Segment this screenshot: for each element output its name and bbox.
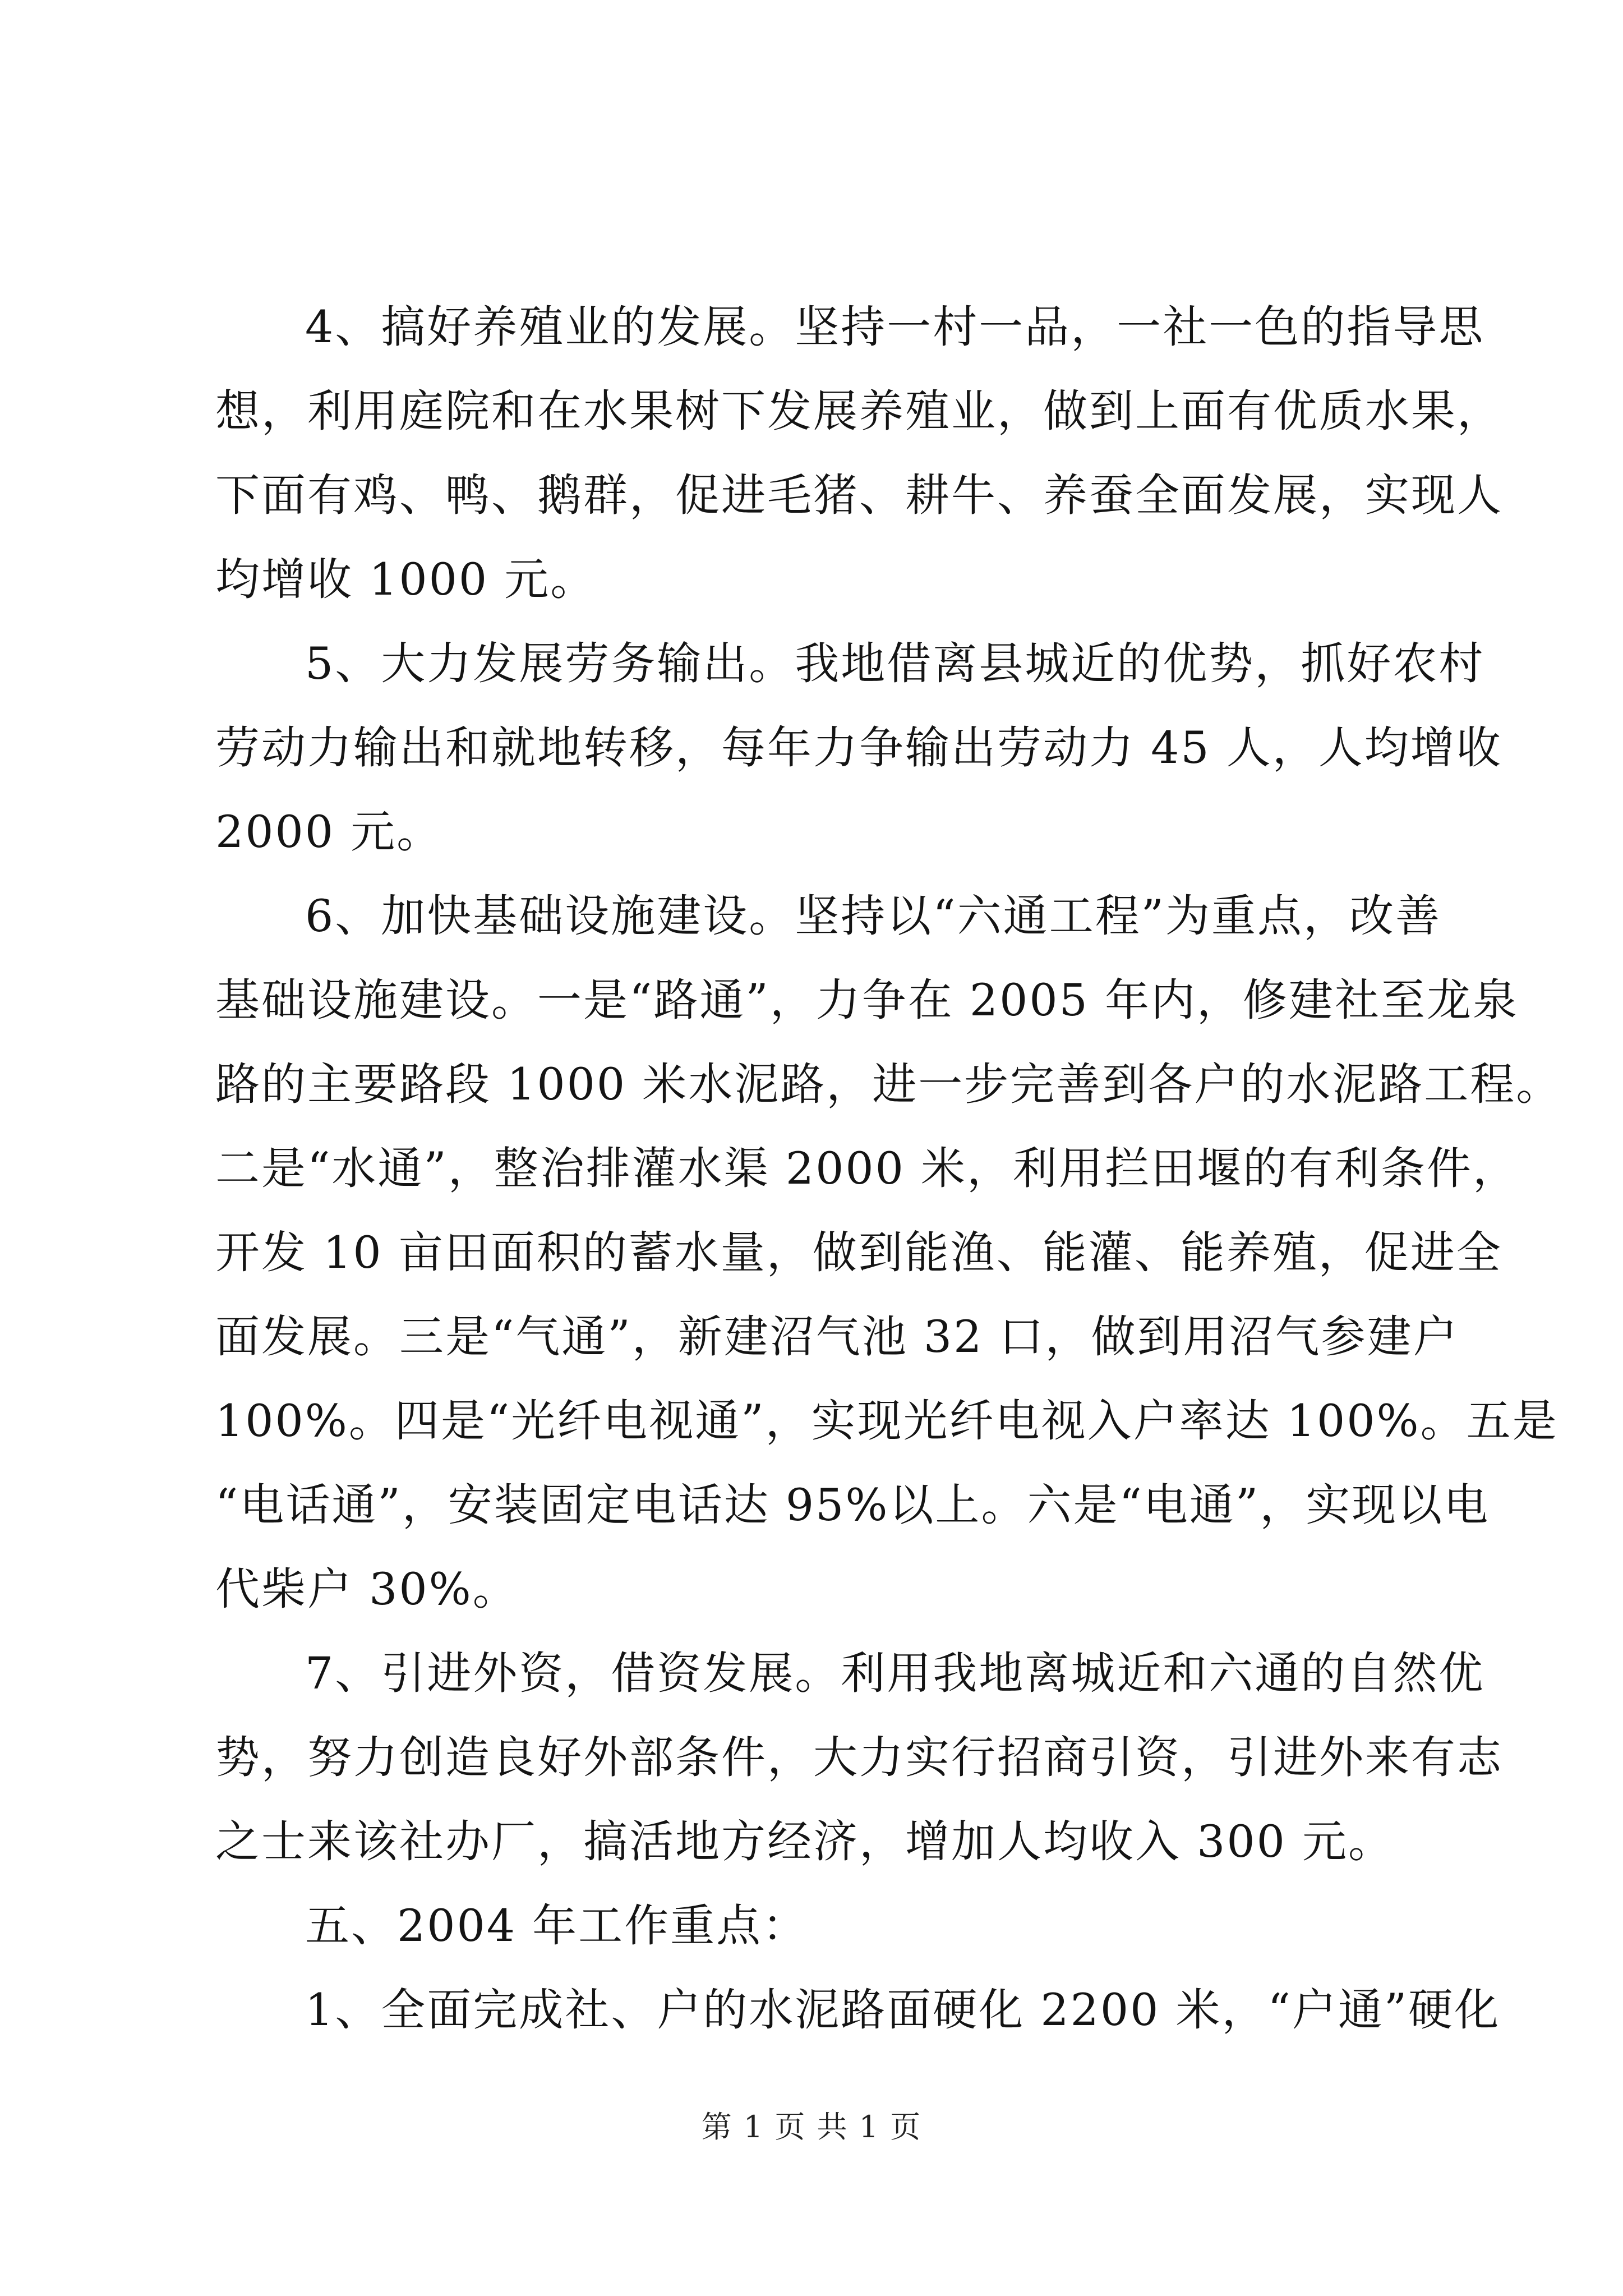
paragraph-priority-1-roads — [215, 1968, 1501, 2052]
paragraph-item-4-livestock — [215, 285, 1503, 622]
text-line: 代柴户 30%。 — [215, 1563, 519, 1615]
text-line: 2000 元。 — [215, 806, 443, 858]
paragraph-item-7-investment — [215, 1631, 1503, 1884]
text-line: 劳动力输出和就地转移，每年力争输出劳动力 45 人，人均增收 — [215, 722, 1502, 774]
text-line: 下面有鸡、鸭、鹅群，促进毛猪、耕牛、养蚕全面发展，实现人 — [215, 470, 1503, 521]
paragraph-item-5-labor — [215, 622, 1502, 874]
text-line: 面发展。三是“气通”，新建沼气池 32 口，做到用沼气参建户 — [215, 1311, 1459, 1363]
text-line: 基础设施建设。一是“路通”，力争在 2005 年内，修建社至龙泉 — [215, 974, 1519, 1026]
text-line: 之士来该社办厂，搞活地方经济，增加人均收入 300 元。 — [215, 1816, 1395, 1867]
text-line: 想，利用庭院和在水果树下发展养殖业，做到上面有优质水果， — [215, 385, 1503, 437]
text-line: 7、引进外资，借资发展。利用我地离城近和六通的自然优 — [305, 1648, 1485, 1699]
text-line: 二是“水通”，整治排灌水渠 2000 米，利用拦田堰的有利条件， — [215, 1143, 1519, 1194]
section-heading-2004-priorities — [215, 1884, 1415, 1968]
text-line: 100%。四是“光纤电视通”，实现光纤电视入户率达 100%。五是 — [215, 1395, 1559, 1447]
text-line: 五、2004 年工作重点： — [305, 1900, 809, 1952]
text-line: 路的主要路段 1000 米水泥路，进一步完善到各户的水泥路工程。 — [215, 1059, 1562, 1110]
text-line: “电话通”，安装固定电话达 95%以上。六是“电通”，实现以电 — [215, 1479, 1490, 1531]
paragraph-item-6-infrastructure — [215, 874, 1562, 1631]
text-line: 5、大力发展劳务输出。我地借离县城近的优势，抓好农村 — [305, 638, 1485, 689]
text-line: 4、搞好养殖业的发展。坚持一村一品，一社一色的指导思 — [305, 301, 1485, 353]
page-footer — [0, 2105, 1623, 2150]
text-line: 开发 10 亩田面积的蓄水量，做到能渔、能灌、能养殖，促进全 — [215, 1227, 1502, 1278]
text-line: 6、加快基础设施建设。坚持以“六通工程”为重点，改善 — [305, 890, 1442, 942]
text-line: 1、全面完成社、户的水泥路面硬化 2200 米，“户通”硬化 — [305, 1984, 1501, 2036]
text-line: 势，努力创造良好外部条件，大力实行招商引资，引进外来有志 — [215, 1732, 1503, 1783]
document-body — [215, 285, 1562, 2052]
text-line: 均增收 1000 元。 — [215, 554, 597, 605]
page-number-label: 第 1 页 共 1 页 — [701, 2109, 922, 2145]
